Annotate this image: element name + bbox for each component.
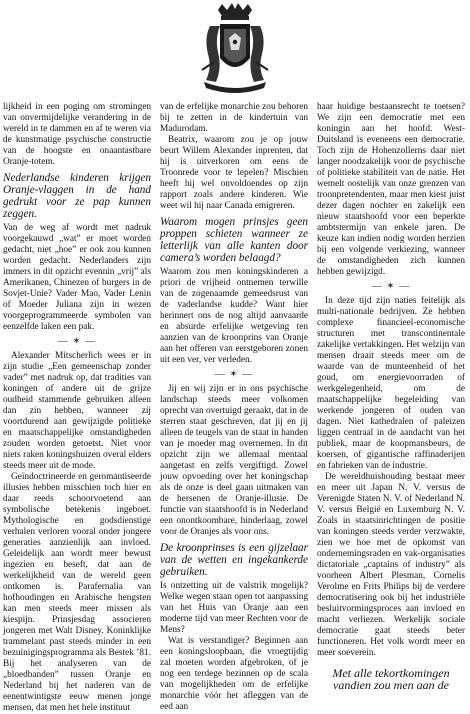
section-separator: — ✶ — <box>371 281 411 292</box>
subheading: Met alle tekortkomingen vandien zou men aan de <box>332 666 450 692</box>
subheading: Waarom mogen prinsjes geen proppen schieten wanneer ze letterlijk van alle kanten door camera’s worden belaagd? <box>160 216 308 264</box>
paragraph: Beatrix, waarom zou je op jouw beurt Willem Alexander inprenten, dat hij is uitverkoren om eens de Troonrede voor te lepelen? Mischien heeft hij wel onvoldoendes op zijn rapport zoals andere kinderen. Wie weet wil hij naar Canada emigreren. <box>160 135 308 211</box>
section-separator: — ✶ — <box>57 336 97 347</box>
subheading: Nederlandse kinderen krijgen Oranje-vlaggen in de hand gedrukt voor ze pap kunnen zeggen. <box>3 172 151 220</box>
subheading: De kroonprinses is een gijzelaar van de wetten en ingekankerde gebruiken. <box>160 542 308 578</box>
paragraph: Geïndoctrineerde en geromantiseerde illusies hebben misschien toch hier en daar reeds schoorvoetend aan symbolische betekenis ingeboet. Mythologische en godsdienstige verhalen verloren vooral onder jongere generaties aanzienlijk aan invloed. Geleidelijk aan wordt meer bewust ingezien en beseft, dat aan de werkelijkheid van de wereld geen ontkomen is. Parafernalia van hofhoudingen en Arabische hengsten kan men steeds meer missen als kiespijn. Prinsjesdag associeren jongeren met Walt Disney. Koninklijke trammelant past steeds minder in een bezuinigingsprogramma als Bestek ’81. Bij het analyseren van de „bloedbanden” tussen Oranje en Nederland bij het naderen van de eenentwintigste eeuw menen jonge mensen, dat men het hele instituut <box>3 472 151 713</box>
paragraph: Alexander Mitscherlich wees er in zijn studie „Een gemeenschap zonder vader” met nadruk op, dat tradities van koningen of andere uit de grijze oudheid stammende gebruiken alleen dan zin hebben, wanneer zij voortdurend aan gewijzigde politieke en maatschappelijke omstandigheden zouden worden getoetst. Niet voor niets raken koningshuizen overal elders steeds meer uit de mode. <box>3 351 151 471</box>
paragraph: De wereldhuishouding bestaat meer en meer uit Japan N. V. versus de Verenigde Staten N. V. of Nederland N. V. versus België en Luxemburg N. V. Zoals in staatsinrichtingen de positie van koningen steeds verder verzwakte, zien we hoe met de opkomst van ondernemingsraden en vak-organisaties dictatoriale „captains of industry” als voorheen Albert Plesman, Cornelis Verolme en Frits Philips bij de verdere democratisering ook bij het industriële besluitvormingsproces aan invloed en macht verliezen. Werkelijk sociale democratie gaat steeds beter functioneren. Het volk wordt meer en meer soeverein. <box>317 472 465 658</box>
paragraph: Jij en wij zijn er in ons psychische landschap steeds meer volkomen oprecht van overtuigd geraakt, dat in de sterren staat geschreven, dat jij en jij alleen de teugels van de staat in handen van je moeder mag overnemen. In dit opzicht zijn we allemaal mentaal aangetast en zelfs vergiftigd. Zowel jouw opvoeding over het koningschap als de onze is deel gaan uitmaken van de hersenen de Oranje-illusie. De functie van staatshoofd is in Nederland een onontkoombare, hinderlaag, zowel voor de Oranjes als voor ons. <box>160 384 308 537</box>
paragraph: In deze tijd zijn naties feitelijk als multi-nationale bedrijven. Ze hebben complexe financieel-economische structuren met transcontinentale zakelijke vertakkingen. Het welzijn van mensen draait steeds meer om de waarde van de munteenheid of het goud, om energievoorraden of werkgelegenheid, om de maatschappelijke begeleiding van werkende jongeren of ouden van dagen. Niet kathedralen of paleizen liggen centraal in de aandacht van het publiek, maar de koopmansbeurs, de koersen, of gigantische raffinaderijen en fabrieken van de industrie. <box>317 296 465 471</box>
paragraph: van de erfelijke monarchie zou behoren bij te zetten in de kindertuin van Madurodam. <box>160 102 308 134</box>
paragraph: Is ontzetting uit de valstrik mogelijk? Welke wegen staan open tot aanpassing van het Huis van Oranje aan een moderne tijd van meer Rechten voor de Mens? <box>160 581 308 635</box>
paragraph: Van de weg af wordt met nadruk voorgekauwd „wat” er moet worden gedacht, niet „hoe” er ook zou kunnen worden gedacht. Nederlanders zijn immers in dit opzicht evennin „vrij” als Amerikanen, Chinezen of burgers in de Sovjet-Unie? Vader Mao, Vader Lenin of Moeder Juliana zijn in wezen voorgeprogrammeerde symbolen van eenzelfde laken een pak. <box>3 223 151 332</box>
article-column-1 <box>3 102 151 714</box>
paragraph: Waarom zou men koningskinderen a priori de vrijheid ontnemen terwille van de zogenaamde gemeedsrust van de vaderlandse kudde? Want hier herinnert ons de nog altijd aanvaarde en absurde erfelijke wetgeving ten aanzien van de kroonprins van Oranje aan het offeren van eerstgeboren zonen uit een ver, ver verleden. <box>160 267 308 365</box>
section-separator: — ✶ — <box>214 369 254 380</box>
paragraph: Wat is verstandiger? Beginnen aan een koningsloopbaan, die vroegtijdig zal moeten worden afgebroken, of je nog een terdege bezinnen op de scala van mogelijkheden om de erfelijke monarchie vóór het afleggen van de eed aan <box>160 636 308 712</box>
article-column-2 <box>160 102 308 713</box>
article-column-3 <box>317 102 465 694</box>
royal-coat-of-arms-emblem <box>196 2 274 96</box>
paragraph: lijkheid in een poging om stromingen van onvermijdelijke verandering in de wereld in te dammen en af te weren via de kunstmatige psychische constructie van de hoogste en onaantastbare Oranje-totem. <box>3 102 151 167</box>
paragraph: haar huidige bestaansrecht te toetsen?We zijn een democratie met een koningin aan het hoofd. West-Duitsland is eveneens een democratie. Toch zijn de Hohenzollerns daar niet langer noodzakelijk voor de psychische of politieke stabiliteit van de natie. Het wemelt oostelijk van onze grenzen van troonpretendenten, maar men kiest juist dezer dagen nochter en zakelijk een nieuw staatshoofd voor een beperkte ambtstermijn van enkele jaren. De keuze kan indien nodig worden herzien bij een volgende verkiezing, wanneer de omstandigheden zich kunnen hebben gewijzigd. <box>317 102 465 277</box>
